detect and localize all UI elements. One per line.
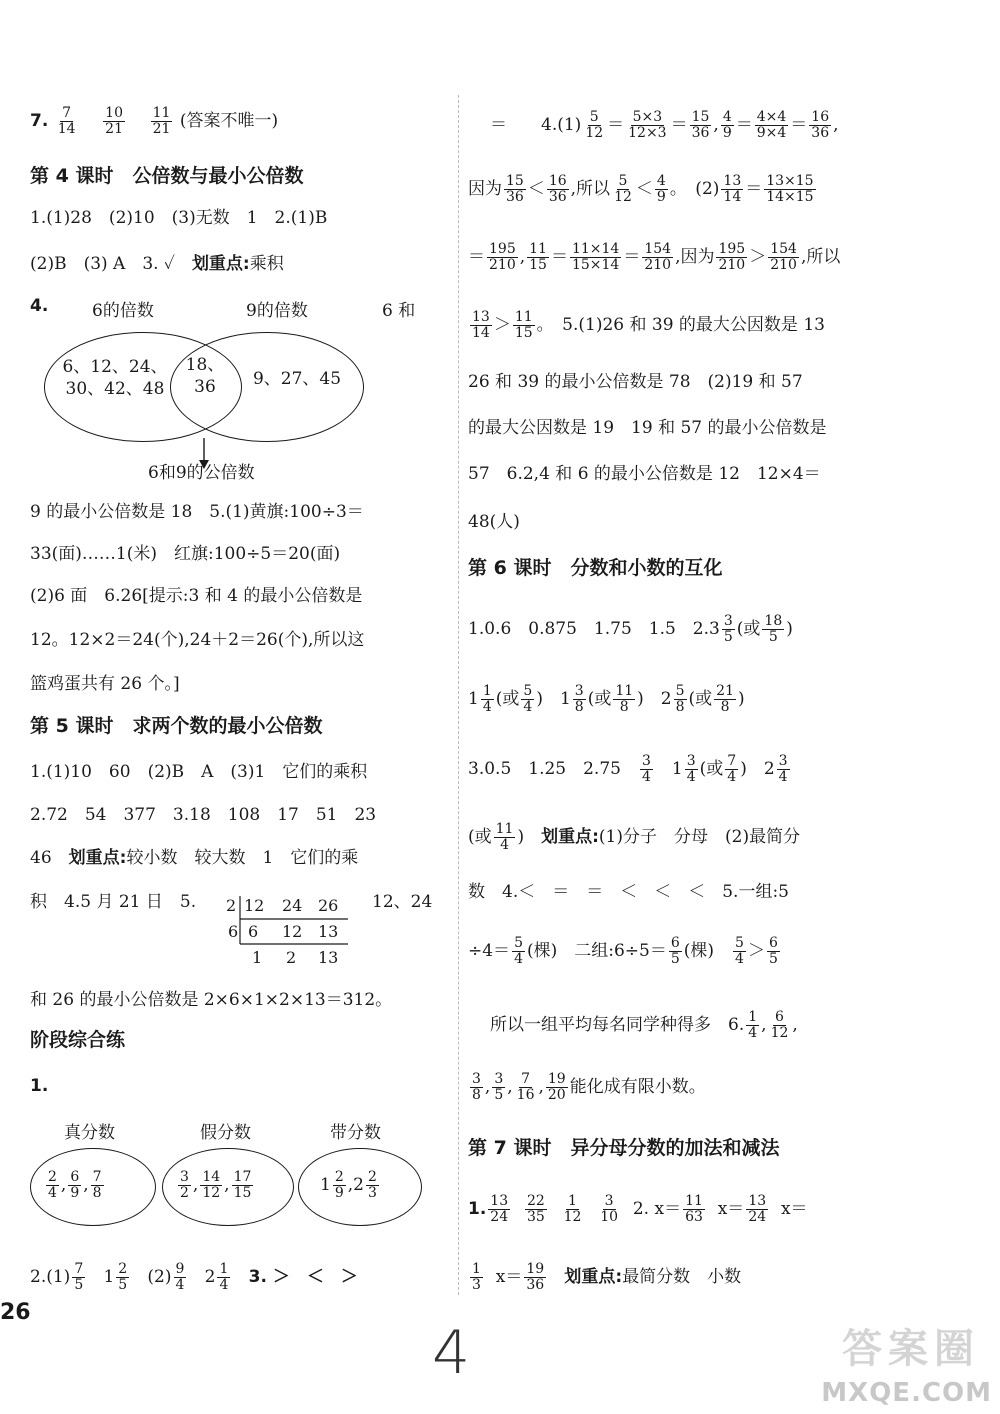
answer-line: ＝ 4.(1) $\frac{5}{12}$ ＝ $\frac{5\times 3}{12\times 3}$ ＝ $\frac{15}{36}$ , $\frac{4}{9}$ ＝ $\frac{4\times 4}{9\times 4}$ ＝ $\frac{16}{36}$ , — [490, 109, 839, 141]
lesson-heading: 第 6 课时 分数和小数的互化 — [468, 557, 723, 579]
venn-diagram: 4. 6的倍数 9的倍数 6 和 6、12、24、 30、42、48 18、 36 9、27、45 6和9的公倍数 — [30, 296, 416, 483]
venn-common-label: 6和9的公倍数 — [148, 463, 255, 483]
answer-line: $\frac{3}{8}$ , $\frac{3}{5}$ , $\frac{7}{16}$ , $\frac{19}{20}$ 能化成有限小数。 — [472, 1071, 706, 1103]
watermark-url: MXQE.COM — [821, 1378, 992, 1408]
answer-line: 的最大公因数是 19 19 和 57 的最小公倍数是 — [468, 418, 827, 438]
answer-line: $\frac{13}{14}$ ＞ $\frac{11}{15}$ 。 5.(1)26 和 39 的最大公因数是 13 — [472, 309, 825, 341]
short-division: 2 12 24 26 6 6 12 13 1 2 13 — [226, 896, 339, 967]
answer-line: ＝ $\frac{195}{210}$ , $\frac{11}{15}$ ＝ $\frac{11\times 14}{15\times 14}$ ＝ $\frac{154}{210}$ ,因为 $\frac{195}{210}$ ＞ $\frac{154}{210}$ ,所以 — [468, 241, 841, 273]
lesson-heading: 第 5 课时 求两个数的最小公倍数 — [30, 715, 323, 737]
answer-line: 1.(1)28 (2)10 (3)无数 1 2.(1)B — [30, 208, 328, 228]
answer-line: 数 4.＜ ＝ ＝ ＜ ＜ ＜ 5.一组:5 — [468, 882, 789, 902]
answer-line: ÷4＝ $\frac{5}{4}$ (棵) 二组:6÷5＝ $\frac{6}{5}$ (棵) $\frac{5}{4}$ ＞ $\frac{6}{5}$ — [468, 935, 778, 967]
label-improper-fraction: 假分数 — [200, 1123, 251, 1143]
answer-line: 46 划重点:较小数 较大数 1 它们的乘 — [30, 848, 359, 868]
answer-line: 篮鸡蛋共有 26 个。] — [30, 674, 180, 694]
page-number: 26 — [0, 1300, 31, 1325]
answer-line: 57 6.2,4 和 6 的最小公倍数是 12 12×4＝ — [468, 464, 821, 484]
answer-line: (2)B (3) A 3. ✓ 划重点:乘积 — [30, 254, 284, 274]
answer-line: 2.72 54 377 3.18 108 17 51 23 — [30, 805, 377, 825]
answer-line: 26 和 39 的最小公倍数是 78 (2)19 和 57 — [468, 372, 803, 392]
answer-line: 3.0.5 1.25 2.75 $\frac{3}{4}$ 1 $\frac{3}{4}$ (或 $\frac{7}{4}$ ) 2 $\frac{3}{4}$ — [468, 753, 788, 785]
answer-line: 2.(1) $\frac{7}{5}$ 1 $\frac{2}{5}$ (2) $\frac{9}{4}$ 2 $\frac{1}{4}$ 3. ＞ ＜ ＞ — [30, 1261, 358, 1293]
answer-line: 所以一组平均每名同学种得多 6. $\frac{1}{4}$ , $\frac{6}{12}$ , — [490, 1009, 798, 1041]
answer-line: (或 $\frac{11}{4}$ ) 划重点:(1)分子 分母 (2)最简分 — [468, 821, 801, 853]
section-heading: 阶段综合练 — [30, 1029, 126, 1051]
answer-line: 积 4.5 月 21 日 5. — [30, 892, 197, 912]
answer-line: 因为 $\frac{15}{36}$ ＜ $\frac{16}{36}$ ,所以 $\frac{5}{12}$ ＜ $\frac{4}{9}$ 。 (2) $\frac{13}{14}$ ＝ $\frac{13\times 15}{14\times 15}$ — [468, 173, 814, 205]
venn-label-right: 9的倍数 — [246, 301, 308, 321]
answer-line: 1.(1)10 60 (2)B A (3)1 它们的乘积 — [30, 762, 368, 782]
answer-line: 7. $\frac{7}{14}$ $\frac{10}{21}$ $\frac{11}{21}$ (答案不唯一) — [30, 105, 279, 137]
venn-label-left: 6的倍数 — [92, 301, 154, 321]
answer-line: 1. $\frac{13}{24}$ $\frac{22}{35}$ $\frac{1}{12}$ $\frac{3}{10}$ 2. x＝ $\frac{11}{63}$ x＝ $\frac{13}{24}$ x＝ — [468, 1193, 808, 1225]
answer-line: $\frac{1}{3}$ x＝ $\frac{19}{36}$ 划重点:最简分数 小数 — [472, 1261, 742, 1293]
answer-line: 33(面)……1(米) 红旗:100÷5＝20(面) — [30, 544, 341, 564]
label-proper-fraction: 真分数 — [64, 1123, 115, 1143]
answer-line: 48(人) — [468, 512, 520, 532]
fraction: $\frac{10}{21}$ — [105, 105, 123, 137]
answer-line: 1 $\frac{1}{4}$ (或 $\frac{5}{4}$ ) 1 $\frac{3}{8}$ (或 $\frac{11}{8}$ ) 2 $\frac{5}{8}$ (或 $\frac{21}{8}$ ) — [468, 683, 745, 715]
fraction: $\frac{7}{14}$ — [57, 105, 76, 137]
answer-line: (2)6 面 6.26[提示:3 和 4 的最小公倍数是 — [30, 586, 363, 606]
watermark-logo: 答案圈 — [842, 1326, 980, 1372]
answer-line: 和 26 的最小公倍数是 2×6×1×2×13＝312。 — [30, 990, 393, 1010]
answer-line: 12。12×2＝24(个),24＋2＝26(个),所以这 — [30, 630, 365, 650]
column-divider — [458, 95, 459, 1295]
lesson-heading: 第 4 课时 公倍数与最小公倍数 — [30, 165, 304, 187]
handwritten-mark: 4 — [432, 1318, 471, 1388]
fraction-classification: 真分数 假分数 带分数 $\frac{2}{4}$ , $\frac{6}{9}$ , $\frac{7}{8}$ $\frac{3}{2}$ , $\frac{14}{12}$ , $\frac{17}{15}$ 1 $\frac{2}{9}$ ,2 $\frac{2}{3}$ — [30, 1112, 450, 1232]
lesson-heading: 第 7 课时 异分母分数的加法和减法 — [468, 1137, 780, 1159]
answer-line: 1.0.6 0.875 1.75 1.5 2.3 $\frac{3}{5}$ (或 $\frac{18}{5}$ ) — [468, 613, 793, 645]
answer-line: 9 的最小公倍数是 18 5.(1)黄旗:100÷3＝ — [30, 502, 364, 522]
fraction: $\frac{11}{21}$ — [152, 105, 171, 137]
label-mixed-number: 带分数 — [330, 1123, 381, 1143]
